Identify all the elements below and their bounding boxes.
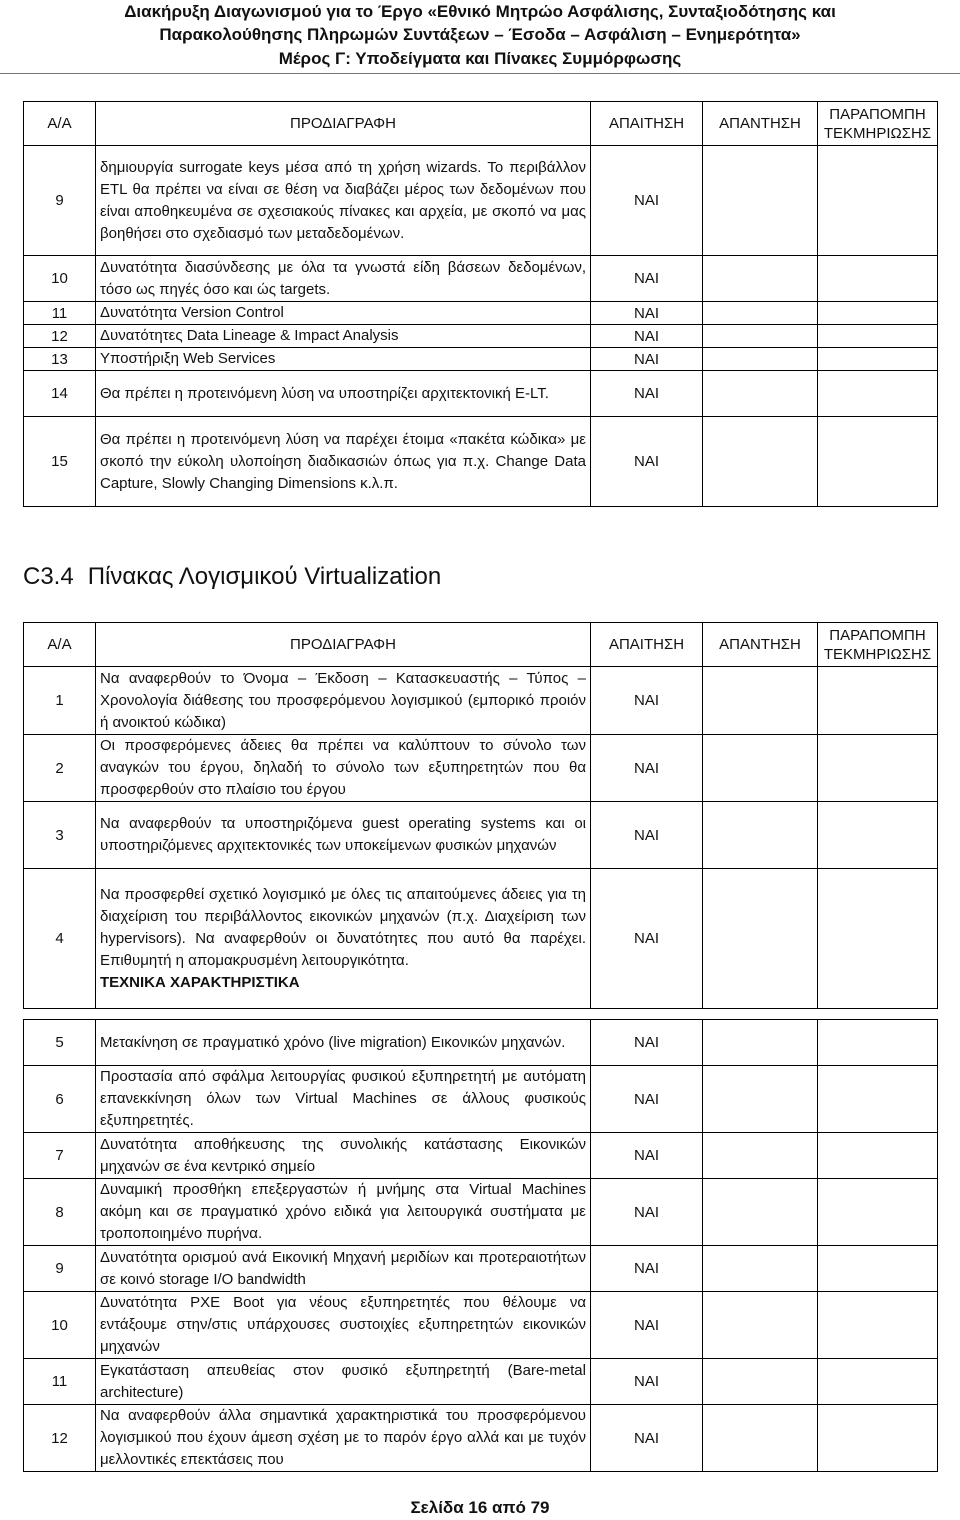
row-number: 2 [24, 735, 96, 802]
row-number: 9 [24, 146, 96, 256]
table-row [24, 1246, 938, 1292]
row-reference [818, 256, 938, 302]
row-spec-text: Να προσφερθεί σχετικό λογισμικό με όλες τις απαιτούμενες άδειες για τη διαχείριση του περιβάλλοντος εικονικών μηχανών (π.χ. Διαχείριση των hypervisors). Να αναφερθούν οι δυνατότητες που αυτό θα παρέχει. Επιθυμητή η απομακρυσμένη λειτουργικότητα. [100, 885, 586, 969]
section-heading [23, 562, 441, 592]
table-row [24, 1133, 938, 1179]
row-number: 12 [24, 1405, 96, 1472]
row-spec: Θα πρέπει η προτεινόμενη λύση να παρέχει έτοιμα «πακέτα κώδικα» με σκοπό την εύκολη υλοποίηση διαδικασιών όπως για π.χ. Change Data Capture, Slowly Changing Dimensions κ.λ.π. [96, 417, 591, 507]
table-row [24, 1066, 938, 1133]
col-header-requirement: ΑΠΑΙΤΗΣΗ [591, 623, 703, 667]
table-row [24, 325, 938, 348]
row-reference [818, 1133, 938, 1179]
col-header-answer: ΑΠΑΝΤΗΣΗ [703, 102, 818, 146]
row-spec: Δυνατότητα αποθήκευσης της συνολικής κατάστασης Εικονικών μηχανών σε ένα κεντρικό σημείο [96, 1133, 591, 1179]
row-number: 11 [24, 1359, 96, 1405]
row-spec: Να αναφερθούν άλλα σημαντικά χαρακτηριστικά του προσφερόμενου λογισμικού που έχουν άμεση σχέση με το παρόν έργο αλλά και με τυχόν μελλοντικές επεκτάσεις που [96, 1405, 591, 1472]
row-requirement: ΝΑΙ [591, 256, 703, 302]
row-requirement: ΝΑΙ [591, 302, 703, 325]
row-reference [818, 146, 938, 256]
row-reference [818, 802, 938, 869]
row-spec: Δυνατότητα PXE Boot για νέους εξυπηρετητές που θέλουμε να εντάξουμε στην/στις υπάρχουσες συστοιχίες εξυπηρετητών εικονικών μηχανών [96, 1292, 591, 1359]
row-reference [818, 1246, 938, 1292]
row-spec: δημιουργία surrogate keys μέσα από τη χρήση wizards. Το περιβάλλον ETL θα πρέπει να είναι σε θέση να διαβάζει μέρος των δεδομένων που είναι αποθηκευμένα σε σχεσιακούς πίνακες και αρχεία, με σκοπό να μας βοηθήσει στο σχεδιασμό των μεταδεδομένων. [96, 146, 591, 256]
row-reference [818, 1179, 938, 1246]
table-row [24, 371, 938, 417]
row-answer [703, 1066, 818, 1133]
table-row [24, 1292, 938, 1359]
row-answer [703, 1179, 818, 1246]
table-row [24, 146, 938, 256]
table-row [24, 667, 938, 735]
header-title-line-1: Διακήρυξη Διαγωνισμού για το Έργο «Εθνικό Μητρώο Ασφάλισης, Συνταξιοδότησης και [124, 2, 836, 21]
row-answer [703, 802, 818, 869]
row-requirement: ΝΑΙ [591, 1179, 703, 1246]
row-answer [703, 1020, 818, 1066]
header-subtitle: Μέρος Γ: Υποδείγματα και Πίνακες Συμμόρφωσης [278, 49, 682, 68]
row-requirement: ΝΑΙ [591, 1359, 703, 1405]
row-requirement: ΝΑΙ [591, 146, 703, 256]
row-spec: Να αναφερθούν τα υποστηριζόμενα guest operating systems και οι υποστηριζόμενες αρχιτεκτονικές των υποκείμενων φυσικών μηχανών [96, 802, 591, 869]
table-row [24, 1359, 938, 1405]
row-number: 9 [24, 1246, 96, 1292]
row-number: 13 [24, 348, 96, 371]
row-reference [818, 735, 938, 802]
table-row [24, 735, 938, 802]
row-number: 11 [24, 302, 96, 325]
row-reference [818, 348, 938, 371]
row-requirement: ΝΑΙ [591, 417, 703, 507]
row-reference [818, 302, 938, 325]
row-requirement: ΝΑΙ [591, 325, 703, 348]
row-number: 6 [24, 1066, 96, 1133]
table-row [24, 1020, 938, 1066]
etl-compliance-table [23, 101, 938, 507]
row-number: 5 [24, 1020, 96, 1066]
row-reference [818, 325, 938, 348]
table-header-row [24, 623, 938, 667]
row-number: 15 [24, 417, 96, 507]
row-spec: Δυνατότητες Data Lineage & Impact Analysis [96, 325, 591, 348]
row-reference [818, 1405, 938, 1472]
row-answer [703, 869, 818, 1009]
row-spec [96, 869, 591, 1009]
col-header-spec: ΠΡΟΔΙΑΓΡΑΦΗ [96, 623, 591, 667]
section-title: Πίνακας Λογισμικού Virtualization [87, 563, 442, 590]
row-number: 8 [24, 1179, 96, 1246]
row-spec: Οι προσφερόμενες άδειες θα πρέπει να καλύπτουν το σύνολο των αναγκών του έργου, δηλαδή το σύνολο των εξυπηρετητών που θα προσφερθούν στο πλαίσιο του έργου [96, 735, 591, 802]
row-answer [703, 371, 818, 417]
row-number: 3 [24, 802, 96, 869]
row-answer [703, 256, 818, 302]
col-header-aa: Α/Α [24, 623, 96, 667]
table-row [24, 348, 938, 371]
row-spec: Δυνατότητα ορισμού ανά Εικονική Μηχανή μεριδίων και προτεραιοτήτων σε κοινό storage I/O bandwidth [96, 1246, 591, 1292]
page-number: Σελίδα 16 από 79 [410, 1498, 550, 1517]
header-title-line-2: Παρακολούθησης Πληρωμών Συντάξεων – Έσοδα – Ασφάλιση – Ενημερότητα» [159, 25, 801, 44]
col-header-requirement: ΑΠΑΙΤΗΣΗ [591, 102, 703, 146]
row-number: 14 [24, 371, 96, 417]
row-reference [818, 869, 938, 1009]
row-reference [818, 667, 938, 735]
row-answer [703, 1405, 818, 1472]
row-requirement: ΝΑΙ [591, 869, 703, 1009]
row-requirement: ΝΑΙ [591, 1292, 703, 1359]
col-header-reference: ΠΑΡΑΠΟΜΠΗ ΤΕΚΜΗΡΙΩΣΗΣ [818, 102, 938, 146]
row-spec: Θα πρέπει η προτεινόμενη λύση να υποστηρίζει αρχιτεκτονική E-LT. [96, 371, 591, 417]
row-requirement: ΝΑΙ [591, 1066, 703, 1133]
row-spec: Εγκατάσταση απευθείας στον φυσικό εξυπηρετητή (Bare-metal architecture) [96, 1359, 591, 1405]
section-number: C3.4 [23, 563, 74, 590]
table-row [24, 302, 938, 325]
row-spec: Υποστήριξη Web Services [96, 348, 591, 371]
row-reference [818, 1020, 938, 1066]
row-answer [703, 302, 818, 325]
row-spec: Δυνατότητα Version Control [96, 302, 591, 325]
row-number: 7 [24, 1133, 96, 1179]
table-row [24, 869, 938, 1009]
row-number: 10 [24, 256, 96, 302]
table-header-row [24, 102, 938, 146]
table-row [24, 802, 938, 869]
row-requirement: ΝΑΙ [591, 1246, 703, 1292]
row-reference [818, 1292, 938, 1359]
row-spec: Δυναμική προσθήκη επεξεργαστών ή μνήμης στα Virtual Machines ακόμη και σε πραγματικό χρόνο ειδικά για λειτουργικά συστήματα με τροποποιημένο πυρήνα. [96, 1179, 591, 1246]
header-rule [0, 73, 960, 74]
row-answer [703, 1133, 818, 1179]
row-requirement: ΝΑΙ [591, 802, 703, 869]
row-requirement: ΝΑΙ [591, 1020, 703, 1066]
row-requirement: ΝΑΙ [591, 667, 703, 735]
row-answer [703, 667, 818, 735]
row-number: 1 [24, 667, 96, 735]
technical-characteristics-table [23, 1019, 938, 1472]
row-answer [703, 1246, 818, 1292]
row-answer [703, 417, 818, 507]
row-reference [818, 1066, 938, 1133]
table-row [24, 1179, 938, 1246]
table-row [24, 1405, 938, 1472]
row-requirement: ΝΑΙ [591, 371, 703, 417]
row-reference [818, 417, 938, 507]
row-answer [703, 735, 818, 802]
row-spec: Να αναφερθούν το Όνομα – Έκδοση – Κατασκευαστής – Τύπος – Χρονολογία διάθεσης του προσφερόμενου λογισμικού (εμπορικό προιόν ή ανοικτού κώδικα) [96, 667, 591, 735]
row-answer [703, 1292, 818, 1359]
row-spec: Δυνατότητα διασύνδεσης με όλα τα γνωστά είδη βάσεων δεδομένων, τόσο ως πηγές όσο και ώς targets. [96, 256, 591, 302]
col-header-answer: ΑΠΑΝΤΗΣΗ [703, 623, 818, 667]
col-header-spec: ΠΡΟΔΙΑΓΡΑΦΗ [96, 102, 591, 146]
table-row [24, 256, 938, 302]
row-requirement: ΝΑΙ [591, 1133, 703, 1179]
row-spec: Μετακίνηση σε πραγματικό χρόνο (live migration) Εικονικών μηχανών. [96, 1020, 591, 1066]
row-reference [818, 371, 938, 417]
row-answer [703, 325, 818, 348]
row-requirement: ΝΑΙ [591, 348, 703, 371]
row-answer [703, 348, 818, 371]
row-requirement: ΝΑΙ [591, 1405, 703, 1472]
row-requirement: ΝΑΙ [591, 735, 703, 802]
row-number: 4 [24, 869, 96, 1009]
row-spec: Προστασία από σφάλμα λειτουργίας φυσικού εξυπηρετητή με αυτόματη επανεκκίνηση όλων των Virtual Machines σε άλλους φυσικούς εξυπηρετητές. [96, 1066, 591, 1133]
row-reference [818, 1359, 938, 1405]
row-number: 10 [24, 1292, 96, 1359]
virtualization-table [23, 622, 938, 1009]
technical-characteristics-subheading: ΤΕΧΝΙΚΑ ΧΑΡΑΚΤΗΡΙΣΤΙΚΑ [100, 973, 300, 991]
col-header-reference: ΠΑΡΑΠΟΜΠΗ ΤΕΚΜΗΡΙΩΣΗΣ [818, 623, 938, 667]
row-answer [703, 1359, 818, 1405]
row-number: 12 [24, 325, 96, 348]
row-answer [703, 146, 818, 256]
col-header-aa: Α/Α [24, 102, 96, 146]
table-row [24, 417, 938, 507]
